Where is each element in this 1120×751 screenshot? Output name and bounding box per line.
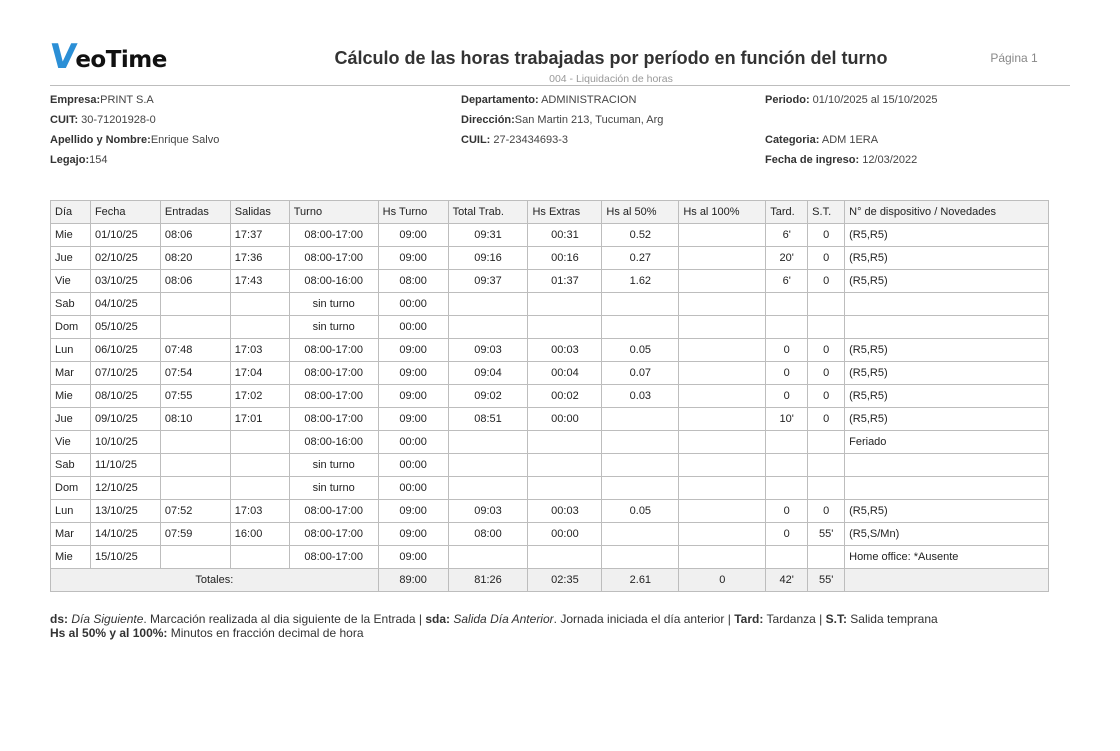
legend-ds-desc: . Marcación realizada al dia siguiente de la Entrada | — [143, 612, 426, 626]
departamento-value: ADMINISTRACION — [538, 94, 637, 106]
cell-hs-turno: 09:00 — [378, 362, 448, 385]
cell-tard — [766, 546, 808, 569]
cell-hs-turno: 00:00 — [378, 477, 448, 500]
cell-hs-50 — [602, 454, 679, 477]
cell-entradas: 07:55 — [160, 385, 230, 408]
cell-hs-turno: 00:00 — [378, 431, 448, 454]
table-row — [51, 477, 1049, 500]
cell-tard: 10' — [766, 408, 808, 431]
nombre-label: Apellido y Nombre: — [50, 134, 151, 146]
table-row — [51, 546, 1049, 569]
cell-dia: Jue — [51, 247, 91, 270]
cell-entradas — [160, 546, 230, 569]
cell-entradas: 07:48 — [160, 339, 230, 362]
info-legajo — [50, 154, 107, 166]
cell-st — [808, 546, 845, 569]
cell-hs-100 — [679, 500, 766, 523]
cell-novedades: (R5,R5) — [845, 408, 1049, 431]
cell-novedades: (R5,R5) — [845, 270, 1049, 293]
legend-st-desc: Salida temprana — [846, 612, 938, 626]
cell-hs-turno: 08:00 — [378, 270, 448, 293]
cell-fecha: 07/10/25 — [90, 362, 160, 385]
cell-hs-50: 0.27 — [602, 247, 679, 270]
cell-fecha: 01/10/25 — [90, 224, 160, 247]
cell-hs-extras — [528, 454, 602, 477]
page-number: Página 1 — [990, 51, 1038, 65]
cell-novedades: (R5,R5) — [845, 339, 1049, 362]
cell-salidas — [230, 293, 289, 316]
logo-v-mark: V — [47, 37, 77, 77]
cell-hs-50 — [602, 293, 679, 316]
cell-novedades: (R5,R5) — [845, 385, 1049, 408]
cell-novedades: (R5,R5) — [845, 362, 1049, 385]
column-header-tard: Tard. — [766, 201, 808, 224]
column-header-hs-extras: Hs Extras — [528, 201, 602, 224]
cell-salidas: 17:03 — [230, 500, 289, 523]
info-nombre — [50, 134, 219, 146]
cell-dia: Vie — [51, 270, 91, 293]
cell-hs-extras: 00:03 — [528, 500, 602, 523]
cell-dia: Mar — [51, 523, 91, 546]
cell-hs-extras: 00:00 — [528, 408, 602, 431]
cell-dia: Sab — [51, 293, 91, 316]
cell-dia: Dom — [51, 477, 91, 500]
cell-hs-extras: 00:16 — [528, 247, 602, 270]
cell-tard — [766, 431, 808, 454]
cell-hs-turno: 09:00 — [378, 385, 448, 408]
cell-hs-turno: 00:00 — [378, 316, 448, 339]
cell-dia: Mie — [51, 224, 91, 247]
cell-dia: Mie — [51, 385, 91, 408]
table-header-row — [51, 201, 1049, 224]
legend-sda-key: sda: — [425, 612, 451, 626]
legend-ds-key: ds: — [50, 612, 68, 626]
cell-hs-extras: 00:00 — [528, 523, 602, 546]
cell-total-trab: 08:00 — [448, 523, 528, 546]
legend-hs-key: Hs al 50% y al 100%: — [50, 626, 168, 640]
cell-hs-turno: 09:00 — [378, 523, 448, 546]
legend-hs-desc: Minutos en fracción decimal de hora — [167, 626, 364, 640]
empresa-value: PRINT S.A — [100, 94, 154, 106]
cell-hs-100 — [679, 477, 766, 500]
cell-novedades: Feriado — [845, 431, 1049, 454]
column-header-hs-50: Hs al 50% — [602, 201, 679, 224]
cell-entradas: 07:54 — [160, 362, 230, 385]
cell-hs-100 — [679, 293, 766, 316]
cell-salidas — [230, 546, 289, 569]
cell-hs-extras: 00:02 — [528, 385, 602, 408]
table-row — [51, 385, 1049, 408]
cell-novedades: (R5,R5) — [845, 224, 1049, 247]
table-row — [51, 293, 1049, 316]
cell-fecha: 13/10/25 — [90, 500, 160, 523]
column-header-hs-100: Hs al 100% — [679, 201, 766, 224]
total-hs-50: 2.61 — [602, 569, 679, 592]
table-row — [51, 431, 1049, 454]
cell-salidas: 16:00 — [230, 523, 289, 546]
table-row — [51, 500, 1049, 523]
cell-hs-50: 0.52 — [602, 224, 679, 247]
cell-turno: sin turno — [289, 454, 378, 477]
cell-novedades: (R5,R5) — [845, 500, 1049, 523]
report-subtitle: 004 - Liquidación de horas — [549, 73, 673, 85]
cell-hs-100 — [679, 247, 766, 270]
cell-st: 55' — [808, 523, 845, 546]
legend — [50, 612, 938, 640]
cell-hs-turno: 09:00 — [378, 339, 448, 362]
total-hs-extras: 02:35 — [528, 569, 602, 592]
cell-hs-extras — [528, 546, 602, 569]
legend-line-2 — [50, 626, 938, 640]
cell-fecha: 03/10/25 — [90, 270, 160, 293]
cell-hs-50: 0.05 — [602, 339, 679, 362]
total-novedades — [845, 569, 1049, 592]
cell-total-trab: 09:16 — [448, 247, 528, 270]
cell-hs-turno: 09:00 — [378, 500, 448, 523]
totals-label: Totales: — [51, 569, 379, 592]
legajo-label: Legajo: — [50, 154, 90, 166]
cell-fecha: 08/10/25 — [90, 385, 160, 408]
cell-salidas — [230, 454, 289, 477]
cell-turno: 08:00-17:00 — [289, 546, 378, 569]
cuil-value: 27-23434693-3 — [490, 134, 569, 146]
totals-row — [51, 569, 1049, 592]
ingreso-value: 12/03/2022 — [859, 154, 918, 166]
cell-st — [808, 431, 845, 454]
cell-turno: 08:00-17:00 — [289, 385, 378, 408]
cell-novedades: (R5,S/Mn) — [845, 523, 1049, 546]
cell-turno: sin turno — [289, 477, 378, 500]
cell-salidas: 17:43 — [230, 270, 289, 293]
cell-total-trab: 09:03 — [448, 339, 528, 362]
hours-table — [50, 200, 1049, 592]
legend-tard-desc: Tardanza | — [763, 612, 826, 626]
cell-salidas — [230, 316, 289, 339]
cell-hs-turno: 00:00 — [378, 454, 448, 477]
cell-dia: Vie — [51, 431, 91, 454]
cell-st — [808, 477, 845, 500]
cell-st: 0 — [808, 500, 845, 523]
departamento-label: Departamento: — [461, 94, 539, 106]
cell-st: 0 — [808, 339, 845, 362]
cell-dia: Mie — [51, 546, 91, 569]
table-row — [51, 523, 1049, 546]
direccion-label: Dirección: — [461, 114, 515, 126]
cell-total-trab: 09:31 — [448, 224, 528, 247]
cell-dia: Dom — [51, 316, 91, 339]
direccion-value: San Martin 213, Tucuman, Arg — [514, 114, 664, 126]
cuit-label: CUIT: — [50, 114, 79, 126]
cell-hs-100 — [679, 408, 766, 431]
cell-hs-100 — [679, 523, 766, 546]
cell-fecha: 05/10/25 — [90, 316, 160, 339]
cell-fecha: 06/10/25 — [90, 339, 160, 362]
total-st: 55' — [808, 569, 845, 592]
cell-entradas: 08:20 — [160, 247, 230, 270]
column-header-salidas: Salidas — [230, 201, 289, 224]
cell-dia: Lun — [51, 500, 91, 523]
cell-st — [808, 454, 845, 477]
cell-tard: 20' — [766, 247, 808, 270]
cell-turno: 08:00-16:00 — [289, 270, 378, 293]
table-row — [51, 224, 1049, 247]
cell-novedades — [845, 316, 1049, 339]
ingreso-label: Fecha de ingreso: — [765, 154, 860, 166]
cell-hs-50 — [602, 408, 679, 431]
cell-hs-turno: 09:00 — [378, 408, 448, 431]
cell-novedades — [845, 454, 1049, 477]
cell-entradas — [160, 293, 230, 316]
cell-total-trab: 09:03 — [448, 500, 528, 523]
cell-fecha: 11/10/25 — [90, 454, 160, 477]
cell-hs-extras: 00:04 — [528, 362, 602, 385]
cell-hs-50: 0.03 — [602, 385, 679, 408]
cell-total-trab: 09:37 — [448, 270, 528, 293]
cell-turno: sin turno — [289, 293, 378, 316]
cell-hs-50 — [602, 546, 679, 569]
cell-novedades: (R5,R5) — [845, 247, 1049, 270]
legend-ds-term: Día Siguiente — [71, 612, 144, 626]
cell-tard: 0 — [766, 339, 808, 362]
cell-hs-100 — [679, 339, 766, 362]
cell-hs-50 — [602, 477, 679, 500]
cell-hs-100 — [679, 546, 766, 569]
cell-turno: 08:00-17:00 — [289, 247, 378, 270]
cell-st — [808, 316, 845, 339]
periodo-label: Periodo: — [765, 94, 810, 106]
cell-hs-100 — [679, 431, 766, 454]
cell-st: 0 — [808, 270, 845, 293]
cell-hs-50 — [602, 316, 679, 339]
cell-turno: 08:00-17:00 — [289, 408, 378, 431]
cell-fecha: 15/10/25 — [90, 546, 160, 569]
cell-dia: Sab — [51, 454, 91, 477]
table-row — [51, 362, 1049, 385]
table-row — [51, 339, 1049, 362]
cell-turno: 08:00-17:00 — [289, 224, 378, 247]
cuil-label: CUIL: — [461, 134, 491, 146]
cell-hs-100 — [679, 454, 766, 477]
cell-entradas: 07:59 — [160, 523, 230, 546]
legend-line-1 — [50, 612, 938, 626]
cell-entradas: 08:06 — [160, 270, 230, 293]
cell-st: 0 — [808, 362, 845, 385]
cell-salidas: 17:01 — [230, 408, 289, 431]
cell-hs-extras — [528, 293, 602, 316]
cell-novedades: Home office: *Ausente — [845, 546, 1049, 569]
cell-fecha: 14/10/25 — [90, 523, 160, 546]
column-header-dia: Día — [51, 201, 91, 224]
cell-hs-100 — [679, 316, 766, 339]
cell-total-trab — [448, 293, 528, 316]
info-categoria — [765, 134, 878, 146]
cell-turno: 08:00-17:00 — [289, 500, 378, 523]
info-direccion — [461, 114, 663, 126]
cell-st: 0 — [808, 408, 845, 431]
cell-turno: sin turno — [289, 316, 378, 339]
cell-tard — [766, 316, 808, 339]
total-hs-turno: 89:00 — [378, 569, 448, 592]
cell-st: 0 — [808, 247, 845, 270]
cell-tard: 0 — [766, 362, 808, 385]
total-trab: 81:26 — [448, 569, 528, 592]
cell-tard: 0 — [766, 500, 808, 523]
categoria-value: ADM 1ERA — [819, 134, 879, 146]
cell-salidas — [230, 477, 289, 500]
cell-salidas: 17:04 — [230, 362, 289, 385]
table-row — [51, 247, 1049, 270]
cuit-value: 30-71201928-0 — [78, 114, 156, 126]
cell-salidas: 17:03 — [230, 339, 289, 362]
cell-turno: 08:00-17:00 — [289, 523, 378, 546]
cell-hs-extras: 00:03 — [528, 339, 602, 362]
cell-entradas — [160, 454, 230, 477]
cell-hs-extras — [528, 431, 602, 454]
cell-hs-turno: 00:00 — [378, 293, 448, 316]
table-row — [51, 408, 1049, 431]
cell-salidas: 17:02 — [230, 385, 289, 408]
cell-fecha: 10/10/25 — [90, 431, 160, 454]
logo-wordmark: eoTime — [75, 47, 167, 73]
cell-tard: 0 — [766, 385, 808, 408]
cell-hs-100 — [679, 270, 766, 293]
header-divider — [50, 85, 1070, 86]
cell-hs-100 — [679, 362, 766, 385]
table-row — [51, 270, 1049, 293]
cell-hs-turno: 09:00 — [378, 224, 448, 247]
cell-total-trab — [448, 316, 528, 339]
cell-hs-extras: 00:31 — [528, 224, 602, 247]
veotime-logo — [47, 37, 167, 77]
cell-total-trab — [448, 546, 528, 569]
report-title: Cálculo de las horas trabajadas por período en función del turno — [334, 48, 888, 68]
cell-turno: 08:00-17:00 — [289, 339, 378, 362]
legend-sda-desc: . Jornada iniciada el día anterior | — [553, 612, 735, 626]
cell-entradas — [160, 477, 230, 500]
cell-fecha: 04/10/25 — [90, 293, 160, 316]
cell-fecha: 02/10/25 — [90, 247, 160, 270]
cell-hs-extras: 01:37 — [528, 270, 602, 293]
cell-entradas — [160, 316, 230, 339]
column-header-turno: Turno — [289, 201, 378, 224]
cell-hs-turno: 09:00 — [378, 247, 448, 270]
info-cuil — [461, 134, 568, 146]
cell-hs-extras — [528, 477, 602, 500]
cell-turno: 08:00-17:00 — [289, 362, 378, 385]
legend-st-key: S.T: — [825, 612, 847, 626]
cell-tard: 6' — [766, 224, 808, 247]
table-row — [51, 316, 1049, 339]
cell-st: 0 — [808, 385, 845, 408]
nombre-value: Enrique Salvo — [150, 134, 220, 146]
cell-entradas: 07:52 — [160, 500, 230, 523]
column-header-hs-turno: Hs Turno — [378, 201, 448, 224]
info-ingreso — [765, 154, 917, 166]
cell-dia: Jue — [51, 408, 91, 431]
cell-dia: Lun — [51, 339, 91, 362]
info-cuit — [50, 114, 156, 126]
cell-salidas: 17:37 — [230, 224, 289, 247]
cell-hs-turno: 09:00 — [378, 546, 448, 569]
cell-total-trab — [448, 431, 528, 454]
cell-total-trab: 09:02 — [448, 385, 528, 408]
empresa-label: Empresa: — [50, 94, 101, 106]
cell-st: 0 — [808, 224, 845, 247]
cell-salidas: 17:36 — [230, 247, 289, 270]
cell-entradas: 08:06 — [160, 224, 230, 247]
cell-tard — [766, 454, 808, 477]
cell-total-trab — [448, 477, 528, 500]
cell-hs-50 — [602, 523, 679, 546]
cell-tard: 6' — [766, 270, 808, 293]
cell-turno: 08:00-16:00 — [289, 431, 378, 454]
cell-dia: Mar — [51, 362, 91, 385]
categoria-label: Categoria: — [765, 134, 820, 146]
column-header-entradas: Entradas — [160, 201, 230, 224]
column-header-novedades: N° de dispositivo / Novedades — [845, 201, 1049, 224]
legend-tard-key: Tard: — [734, 612, 764, 626]
cell-entradas: 08:10 — [160, 408, 230, 431]
cell-novedades — [845, 477, 1049, 500]
cell-total-trab — [448, 454, 528, 477]
cell-tard — [766, 477, 808, 500]
cell-total-trab: 09:04 — [448, 362, 528, 385]
periodo-value: 01/10/2025 al 15/10/2025 — [809, 94, 938, 106]
cell-fecha: 09/10/25 — [90, 408, 160, 431]
legend-sda-term: Salida Día Anterior — [453, 612, 554, 626]
cell-entradas — [160, 431, 230, 454]
total-hs-100: 0 — [679, 569, 766, 592]
cell-hs-100 — [679, 224, 766, 247]
cell-salidas — [230, 431, 289, 454]
column-header-total-trab: Total Trab. — [448, 201, 528, 224]
cell-hs-50: 0.07 — [602, 362, 679, 385]
cell-tard — [766, 293, 808, 316]
cell-hs-50: 0.05 — [602, 500, 679, 523]
cell-hs-50 — [602, 431, 679, 454]
info-periodo — [765, 94, 937, 106]
cell-hs-50: 1.62 — [602, 270, 679, 293]
info-departamento — [461, 94, 636, 106]
table-row — [51, 454, 1049, 477]
cell-tard: 0 — [766, 523, 808, 546]
cell-total-trab: 08:51 — [448, 408, 528, 431]
cell-st — [808, 293, 845, 316]
info-empresa — [50, 94, 154, 106]
cell-hs-extras — [528, 316, 602, 339]
cell-hs-100 — [679, 385, 766, 408]
column-header-fecha: Fecha — [90, 201, 160, 224]
cell-novedades — [845, 293, 1049, 316]
column-header-st: S.T. — [808, 201, 845, 224]
legajo-value: 154 — [89, 154, 108, 166]
total-tard: 42' — [766, 569, 808, 592]
cell-fecha: 12/10/25 — [90, 477, 160, 500]
